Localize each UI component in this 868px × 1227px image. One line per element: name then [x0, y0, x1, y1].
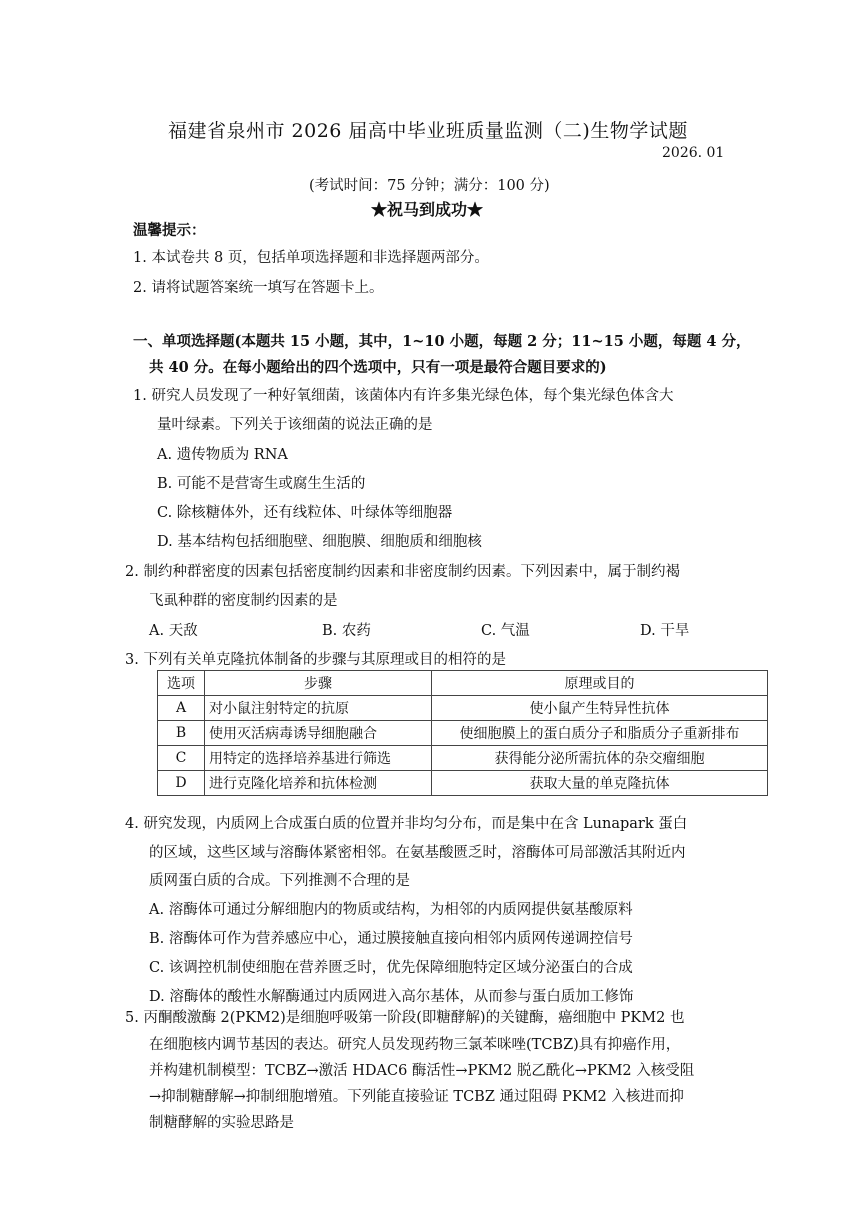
question-2-stem-cont: 飞虱种群的密度制约因素的是 — [149, 593, 338, 609]
table-header-row — [158, 671, 768, 696]
question-2-option-d: D. 干旱 — [640, 623, 690, 639]
question-5-stem-cont: →抑制糖酵解→抑制细胞增殖。下列能直接验证 TCBZ 通过阻碍 PKM2 入核进而抑 — [149, 1089, 684, 1105]
table-cell: 获得能分泌所需抗体的杂交瘤细胞 — [432, 746, 768, 771]
table-row — [158, 721, 768, 746]
question-2-option-a: A. 天敌 — [149, 623, 198, 639]
question-4-option-a: A. 溶酶体可通过分解细胞内的物质或结构，为相邻的内质网提供氨基酸原料 — [149, 902, 633, 918]
table-cell: A — [158, 696, 205, 721]
table-header-cell: 选项 — [158, 671, 205, 696]
tip-item: 2. 请将试题答案统一填写在答题卡上。 — [133, 280, 384, 296]
table-row — [158, 696, 768, 721]
question-1-option-b: B. 可能不是营寄生或腐生生活的 — [157, 476, 366, 492]
table-cell: 用特定的选择培养基进行筛选 — [205, 746, 432, 771]
question-1-option-a: A. 遗传物质为 RNA — [157, 447, 288, 463]
question-1-stem-cont: 量叶绿素。下列关于该细菌的说法正确的是 — [157, 417, 433, 433]
question-5-stem: 5. 丙酮酸激酶 2(PKM2)是细胞呼吸第一阶段(即糖酵解)的关键酶，癌细胞中 PKM2 也 — [125, 1010, 685, 1026]
document-title: 福建省泉州市 2026 届高中毕业班质量监测（二)生物学试题 — [168, 120, 688, 142]
question-4-option-c: C. 该调控机制使细胞在营养匮乏时，优先保障细胞特定区域分泌蛋白的合成 — [149, 960, 633, 976]
tip-item: 1. 本试卷共 8 页，包括单项选择题和非选择题两部分。 — [133, 250, 489, 266]
question-2-option-c: C. 气温 — [481, 623, 530, 639]
table-cell: B — [158, 721, 205, 746]
table-cell: 获取大量的单克隆抗体 — [432, 771, 768, 796]
table-row — [158, 771, 768, 796]
section-heading-cont: 共 40 分。在每小题给出的四个选项中，只有一项是最符合题目要求的) — [149, 359, 607, 376]
question-5-stem-cont: 并构建机制模型：TCBZ→激活 HDAC6 酶活性→PKM2 脱乙酰化→PKM2 入核受阻 — [149, 1063, 695, 1079]
motto: ★祝马到成功★ — [371, 200, 484, 219]
question-2-option-b: B. 农药 — [322, 623, 371, 639]
question-3-stem: 3. 下列有关单克隆抗体制备的步骤与其原理或目的相符的是 — [125, 652, 506, 668]
question-4-option-d: D. 溶酶体的酸性水解酶通过内质网进入高尔基体，从而参与蛋白质加工修饰 — [149, 989, 634, 1005]
table-cell: 进行克隆化培养和抗体检测 — [205, 771, 432, 796]
question-1-option-c: C. 除核糖体外，还有线粒体、叶绿体等细胞器 — [157, 505, 453, 521]
question-4-stem: 4. 研究发现，内质网上合成蛋白质的位置并非均匀分布，而是集中在含 Lunapark 蛋白 — [125, 816, 688, 832]
exam-info: (考试时间：75 分钟；满分：100 分) — [309, 178, 550, 194]
question-2-stem: 2. 制约种群密度的因素包括密度制约因素和非密度制约因素。下列因素中，属于制约褐 — [125, 564, 680, 580]
question-1-stem: 1. 研究人员发现了一种好氧细菌，该菌体内有许多集光绿色体，每个集光绿色体含大 — [133, 388, 674, 404]
table-header-cell: 原理或目的 — [432, 671, 768, 696]
table-cell: 使用灭活病毒诱导细胞融合 — [205, 721, 432, 746]
question-5-stem-cont: 制糖酵解的实验思路是 — [149, 1115, 294, 1131]
exam-date: 2026. 01 — [662, 145, 725, 161]
question-4-option-b: B. 溶酶体可作为营养感应中心，通过膜接触直接向相邻内质网传递调控信号 — [149, 931, 633, 947]
question-5-stem-cont: 在细胞核内调节基因的表达。研究人员发现药物三氯苯咪唑(TCBZ)具有抑癌作用， — [149, 1037, 681, 1053]
table-cell: 使细胞膜上的蛋白质分子和脂质分子重新排布 — [432, 721, 768, 746]
tips-heading: 温馨提示： — [133, 222, 206, 239]
table-cell: 对小鼠注射特定的抗原 — [205, 696, 432, 721]
table-row — [158, 746, 768, 771]
table-header-cell: 步骤 — [205, 671, 432, 696]
table-cell: 使小鼠产生特异性抗体 — [432, 696, 768, 721]
question-4-stem-cont: 的区域，这些区域与溶酶体紧密相邻。在氨基酸匮乏时，溶酶体可局部激活其附近内 — [149, 845, 686, 861]
table-cell: D — [158, 771, 205, 796]
question-1-option-d: D. 基本结构包括细胞壁、细胞膜、细胞质和细胞核 — [157, 534, 482, 550]
question-4-stem-cont: 质网蛋白质的合成。下列推测不合理的是 — [149, 873, 410, 889]
question-3-table — [157, 670, 768, 796]
table-cell: C — [158, 746, 205, 771]
section-heading: 一、单项选择题(本题共 15 小题，其中，1~10 小题，每题 2 分；11~15 小题，每题 4 分， — [133, 333, 751, 350]
